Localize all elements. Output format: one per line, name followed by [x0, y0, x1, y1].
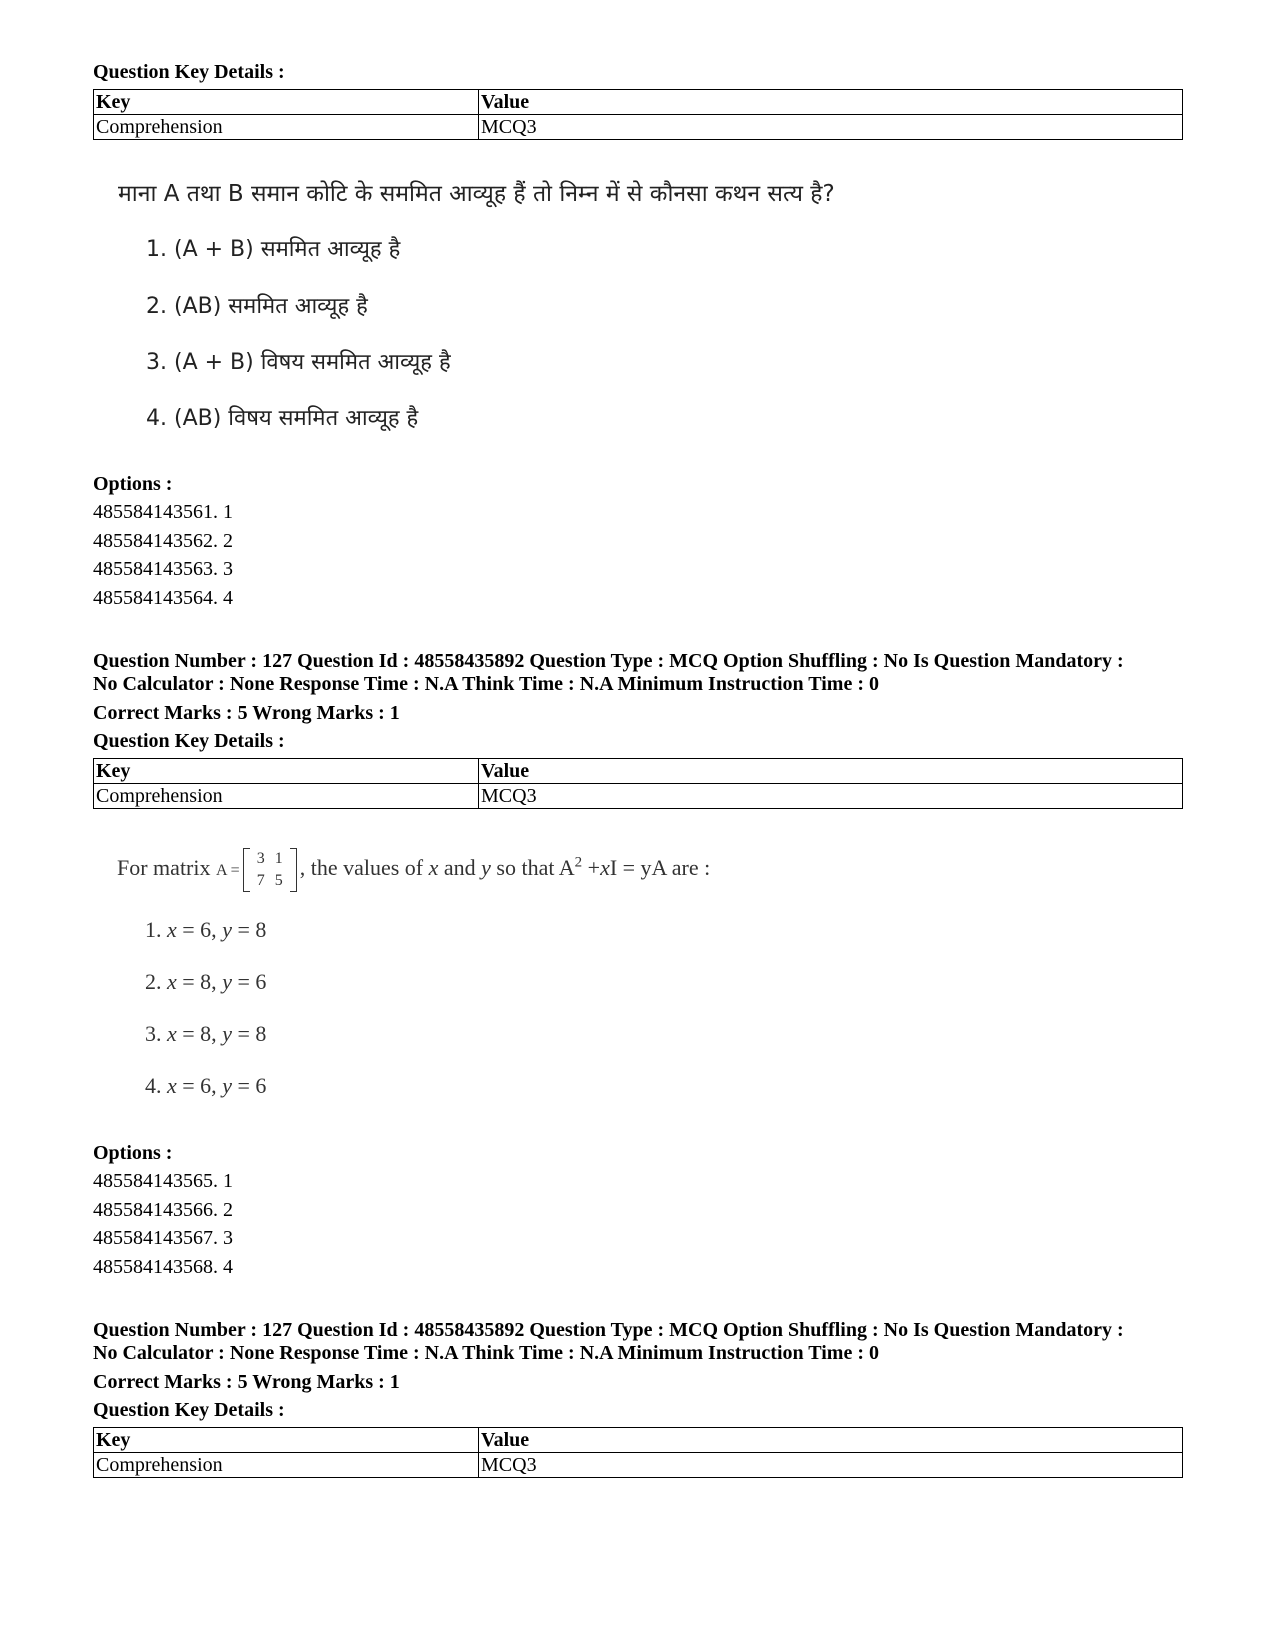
table-header-row: [94, 759, 1183, 784]
choice-2: 2. x = 8, y = 6: [145, 969, 267, 994]
option-item: 485584143561. 1: [93, 501, 233, 523]
matrix-a: 3 1 7 5: [243, 848, 297, 892]
key-details-label: Question Key Details :: [93, 1399, 285, 1421]
choice-2: 2. (AB) सममित आव्यूह है: [146, 294, 368, 319]
table-cell-value: MCQ3: [479, 1453, 1183, 1478]
table-header-key: Key: [94, 1428, 479, 1453]
choice-1: 1. x = 6, y = 8: [145, 917, 267, 942]
option-item: 485584143563. 3: [93, 558, 233, 580]
choice-4: 4. x = 6, y = 6: [145, 1073, 267, 1098]
question-header-line2: No Calculator : None Response Time : N.A Think Time : N.A Minimum Instruction Time : 0: [93, 1342, 879, 1364]
table-header-value: Value: [479, 759, 1183, 784]
table-row: [94, 115, 1183, 140]
key-value-table: [93, 89, 1183, 140]
option-item: 485584143568. 4: [93, 1256, 233, 1278]
marks-line: Correct Marks : 5 Wrong Marks : 1: [93, 1371, 400, 1393]
option-item: 485584143564. 4: [93, 587, 233, 609]
options-label: Options :: [93, 473, 173, 495]
option-item: 485584143567. 3: [93, 1227, 233, 1249]
key-details-label: Question Key Details :: [93, 730, 285, 752]
table-cell-value: MCQ3: [479, 784, 1183, 809]
option-item: 485584143562. 2: [93, 530, 233, 552]
table-cell-value: MCQ3: [479, 115, 1183, 140]
table-cell-key: Comprehension: [94, 1453, 479, 1478]
table-header-row: [94, 90, 1183, 115]
question-header-line1: Question Number : 127 Question Id : 48558435892 Question Type : MCQ Option Shuffling : No Is Question Mandatory :: [93, 1319, 1124, 1341]
key-value-table: [93, 758, 1183, 809]
key-value-table: [93, 1427, 1183, 1478]
marks-line: Correct Marks : 5 Wrong Marks : 1: [93, 702, 400, 724]
choice-3: 3. x = 8, y = 8: [145, 1021, 267, 1046]
table-header-key: Key: [94, 759, 479, 784]
option-item: 485584143565. 1: [93, 1170, 233, 1192]
question-text: For matrix A = 3 1 7 5 , the values of x and y so that $A^2 +xI$ = yA are :: [117, 848, 710, 892]
choice-4: 4. (AB) विषय सममित आव्यूह है: [146, 406, 419, 431]
question-header-line1: Question Number : 127 Question Id : 48558435892 Question Type : MCQ Option Shuffling : No Is Question Mandatory :: [93, 650, 1124, 672]
options-label: Options :: [93, 1142, 173, 1164]
table-cell-key: Comprehension: [94, 115, 479, 140]
table-row: [94, 1453, 1183, 1478]
table-header-value: Value: [479, 1428, 1183, 1453]
question-header-line2: No Calculator : None Response Time : N.A Think Time : N.A Minimum Instruction Time : 0: [93, 673, 879, 695]
choice-1: 1. (A + B) सममित आव्यूह है: [146, 237, 401, 262]
table-header-key: Key: [94, 90, 479, 115]
table-header-row: [94, 1428, 1183, 1453]
choice-3: 3. (A + B) विषय सममित आव्यूह है: [146, 350, 451, 375]
key-details-label: Question Key Details :: [93, 61, 285, 83]
table-row: [94, 784, 1183, 809]
table-cell-key: Comprehension: [94, 784, 479, 809]
option-item: 485584143566. 2: [93, 1199, 233, 1221]
question-text: माना A तथा B समान कोटि के सममित आव्यूह हैं तो निम्न में से कौनसा कथन सत्य है?: [118, 181, 835, 207]
table-header-value: Value: [479, 90, 1183, 115]
